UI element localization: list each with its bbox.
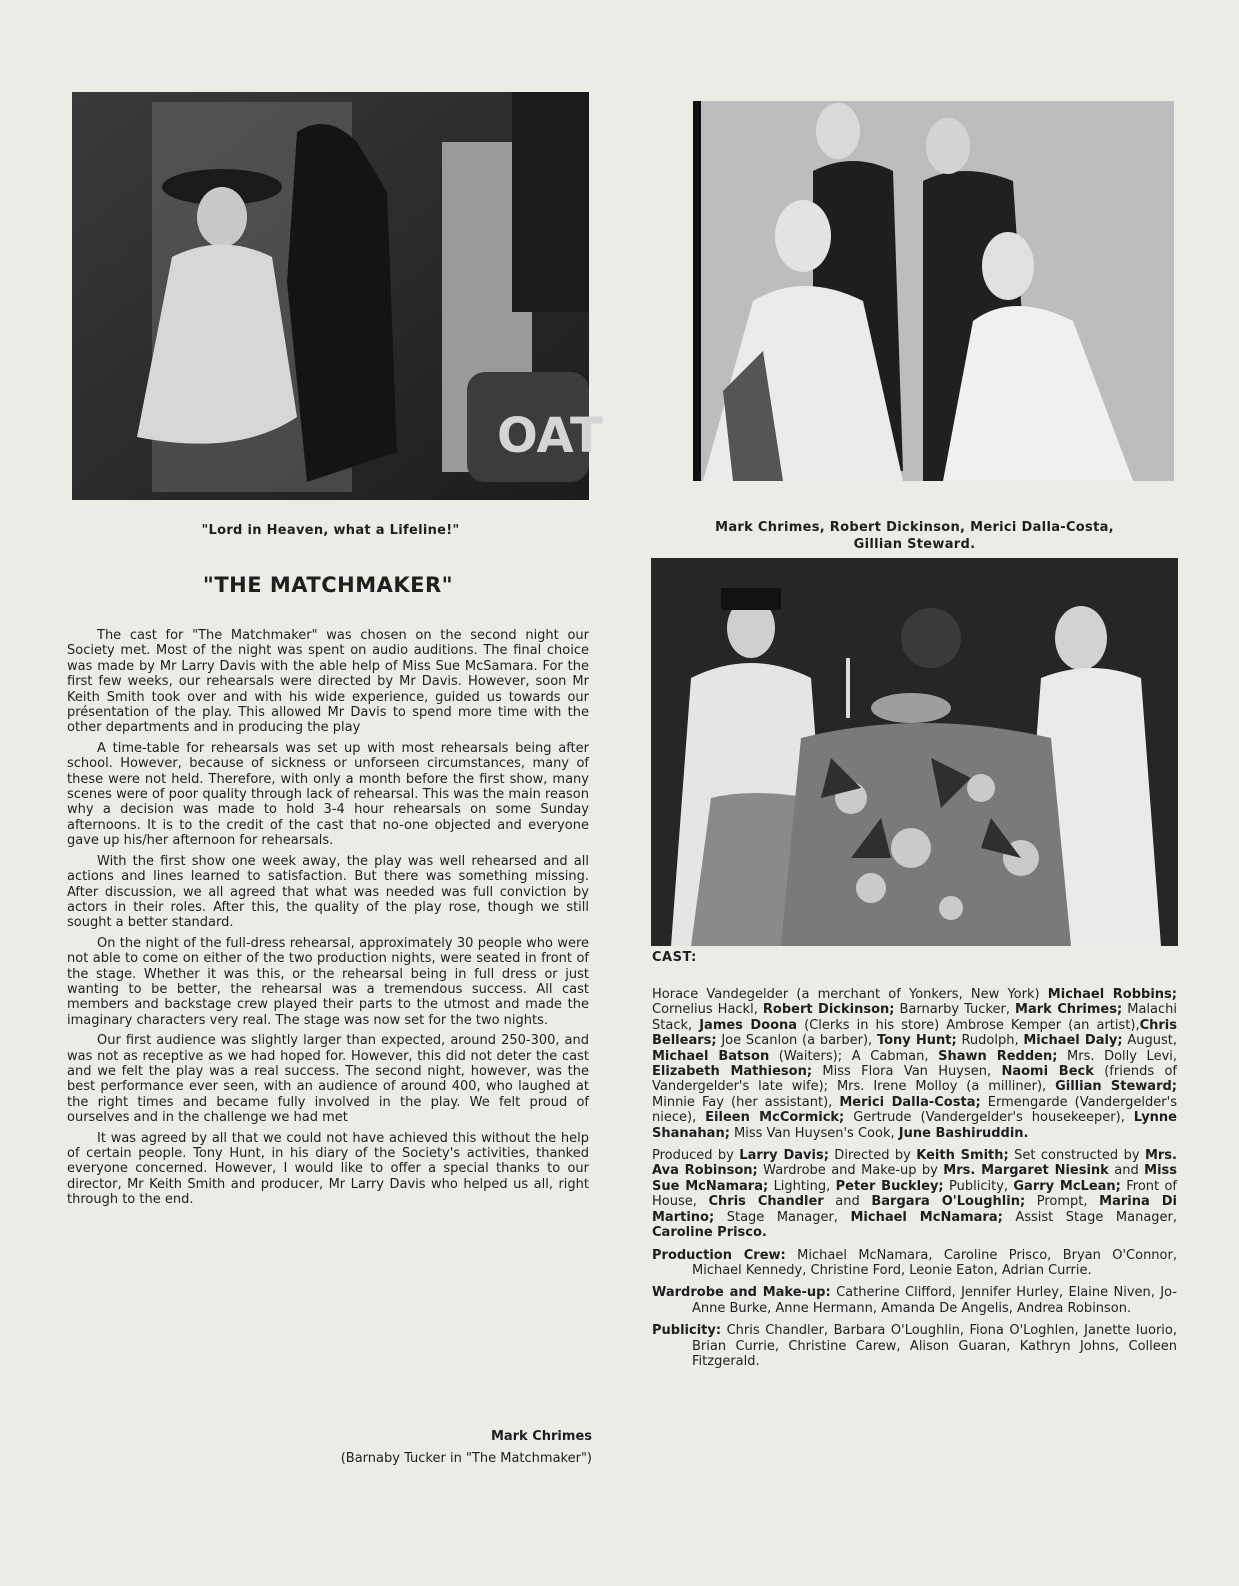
credit-text: Set constructed by (1008, 1148, 1145, 1164)
production-credits (652, 1148, 1177, 1240)
credit-text: Stage Manager, (714, 1209, 851, 1225)
credit-text: August, (1122, 1033, 1177, 1049)
credit-text: Joe Scanlon (a barber), (716, 1033, 877, 1049)
photo2-caption-line2: Gillian Steward. (853, 537, 976, 552)
credit-text: Lighting, (768, 1178, 836, 1194)
credit-text: Mrs. Dolly Levi, (1057, 1048, 1178, 1064)
credit-name: Michael Daly; (1023, 1033, 1123, 1049)
photo-lifeline-scene (72, 92, 603, 500)
cast-heading: CAST: (652, 950, 697, 965)
crew-names: Catherine Clifford, Jennifer Hurley, Elaine Niven, Jo-Anne Burke, Anne Hermann, Amanda De Angelis, Andrea Robinson. (692, 1285, 1177, 1316)
credit-name: June Bashiruddin. (898, 1125, 1029, 1141)
credit-name: Naomi Beck (1001, 1064, 1094, 1080)
svg-text:OAT: OAT (497, 408, 603, 464)
article-paragraph: Our first audience was slightly larger than expected, around 250-300, and was not as receptive as we had hoped for. However, this did not deter the cast and we felt the play was a real success. The second night, however, was the best performance ever seen, with an audience of around 400, who laughed at the right times and became fully involved in the play. We felt proud of ourselves and in the challenge we had met (67, 1033, 589, 1126)
credit-text: (friends of Vandergelder's late wife); Mrs. Irene Molloy (a milliner), (652, 1064, 1177, 1095)
credit-name: Bargara O'Loughlin; (871, 1194, 1026, 1210)
credit-text: (Clerks in his store) Ambrose Kemper (an artist), (797, 1017, 1140, 1033)
credit-name: Peter Buckley; (835, 1178, 944, 1194)
cast-list (652, 987, 1177, 1141)
photo-cast-four (693, 101, 1174, 481)
crew-label: Production Crew: (652, 1247, 786, 1263)
credit-text: Minnie Fay (her assistant), (652, 1094, 840, 1110)
crew-publicity (652, 1323, 1177, 1369)
credit-text: Publicity, (943, 1178, 1014, 1194)
photo2-caption (651, 519, 1178, 553)
credit-name: Garry McLean; (1013, 1178, 1121, 1194)
credit-name: Shawn Redden; (938, 1048, 1058, 1064)
credit-name: Merici Dalla-Costa; (839, 1094, 981, 1110)
credit-name: Mrs. Margaret Niesink (943, 1163, 1109, 1179)
article-paragraph: The cast for "The Matchmaker" was chosen on the second night our Society met. Most of the night was spent on audio auditions. The final choice was made by Mr Larry Davis with the able help of Miss Sue McSamara. For the first few weeks, our rehearsals were directed by Mr Davis. However, soon Mr Keith Smith took over and with his wide experience, guided us towards our présentation of the play. This allowed Mr Davis to spend more time with the other departments and in producing the play (67, 628, 589, 736)
credit-text: Prompt, (1025, 1194, 1100, 1210)
crew-label: Publicity: (652, 1323, 722, 1339)
credit-name: Larry Davis; (739, 1148, 829, 1164)
article-paragraph: It was agreed by all that we could not have achieved this without the help of certain people. Tony Hunt, in his diary of the Society's activities, thanked everyone concerned. However, I would like to offer a special thanks to our director, Mr Keith Smith and producer, Mr Larry Davis who helped us all, right through to the end. (67, 1130, 589, 1208)
credit-name: Lynne Shanahan; (652, 1110, 1177, 1141)
credit-name: Michael McNamara; (850, 1209, 1003, 1225)
credit-text: (Waiters); A Cabman, (769, 1048, 939, 1064)
signature-role: (Barnaby Tucker in "The Matchmaker") (340, 1451, 592, 1466)
credit-text: Produced by (652, 1148, 740, 1164)
article-paragraph: With the first show one week away, the play was well rehearsed and all actions and lines learned to satisfaction. But there was something missing. After discussion, we all agreed that what was needed was full conviction by actors in their roles. After this, the quality of the play rose, though we still sought a better standard. (67, 853, 589, 931)
credit-name: Chris Bellears; (652, 1017, 1177, 1049)
article-body (67, 628, 589, 1213)
signature-name: Mark Chrimes (490, 1429, 592, 1444)
credit-name: Elizabeth Mathieson; (652, 1064, 813, 1080)
credit-text: Front of House, (652, 1178, 1178, 1210)
photo2-caption-line1: Mark Chrimes, Robert Dickinson, Merici Dalla-Costa, (715, 520, 1114, 535)
crew-production (652, 1248, 1177, 1279)
crew-label: Wardrobe and Make-up: (652, 1285, 831, 1301)
credit-text: Ermengarde (Vandergelder's niece), (652, 1094, 1177, 1126)
credit-name: Eileen McCormick; (705, 1110, 845, 1126)
credit-text: Cornelius Hackl, (652, 1002, 763, 1018)
credit-name: Mark Chrimes; (1015, 1002, 1123, 1018)
credit-name: Michael Robbins; (1047, 987, 1177, 1002)
article-paragraph: A time-table for rehearsals was set up with most rehearsals being after school. However, because of sickness or unforseen circumstances, many of these were not held. Therefore, with only a month before the first show, many scenes were of poor quality through lack of rehearsal. This was the main reason why a decision was made to hold 3-4 hour rehearsals on some Sunday afternoons. It is to the credit of the cast that no-one objected and everyone gave up his/her afternoon for rehearsals. (67, 740, 589, 849)
credit-name: Mrs. Ava Robinson; (652, 1148, 1177, 1179)
credit-name: Marina Di Martino; (652, 1194, 1177, 1225)
credit-name: Miss Sue McNamara; (652, 1163, 1178, 1194)
credit-name: Tony Hunt; (876, 1033, 957, 1049)
credit-text: and (1108, 1163, 1145, 1179)
credit-text: Assist Stage Manager, (1002, 1209, 1178, 1225)
credit-name: Michael Batson (652, 1048, 770, 1064)
credit-text: Horace Vandegelder (a merchant of Yonkers, New York) (652, 987, 1048, 1002)
photo1-caption: "Lord in Heaven, what a Lifeline!" (201, 523, 460, 538)
photo-tea-table (651, 558, 1178, 946)
crew-names: Chris Chandler, Barbara O'Loughlin, Fiona O'Loghlen, Janette Iuorio, Brian Currie, Christine Carew, Alison Guaran, Kathryn Johns, Colleen Fitzgerald. (692, 1323, 1177, 1369)
credit-name: Gillian Steward; (1055, 1079, 1177, 1095)
credit-name: James Doona (699, 1017, 798, 1033)
crew-names: Michael McNamara, Caroline Prisco, Bryan O'Connor, Michael Kennedy, Christine Ford, Leonie Eaton, Adrian Currie. (692, 1247, 1177, 1278)
credit-text: Malachi Stack, (652, 1002, 1177, 1033)
credit-text: Rudolph, (956, 1033, 1024, 1049)
credit-name: Caroline Prisco. (652, 1225, 767, 1241)
article-title: "THE MATCHMAKER" (202, 573, 454, 597)
credit-name: Chris Chandler (708, 1194, 824, 1210)
credit-text: Directed by (828, 1148, 917, 1164)
credit-text: Miss Flora Van Huysen, (812, 1064, 1002, 1080)
credit-name: Robert Dickinson; (762, 1002, 895, 1018)
credit-text: Wardrobe and Make-up by (757, 1163, 944, 1179)
crew-wardrobe (652, 1285, 1177, 1316)
credit-text: and (823, 1194, 872, 1210)
credit-text: Miss Van Huysen's Cook, (729, 1125, 899, 1141)
credit-text: Gertrude (Vandergelder's housekeeper), (844, 1110, 1134, 1126)
credit-name: Keith Smith; (916, 1148, 1009, 1164)
credits-column (652, 987, 1177, 1376)
credit-text: Barnarby Tucker, (894, 1002, 1016, 1018)
article-paragraph: On the night of the full-dress rehearsal, approximately 30 people who were not able to come on either of the two production nights, were seated in front of the stage. Whether it was this, or the rehearsal being in full dress or just wanting to be better, the rehearsal was a tremendous success. All cast members and backstage crew played their parts to the utmost and made the imaginary characters very real. The stage was now set for the two nights. (67, 935, 589, 1028)
